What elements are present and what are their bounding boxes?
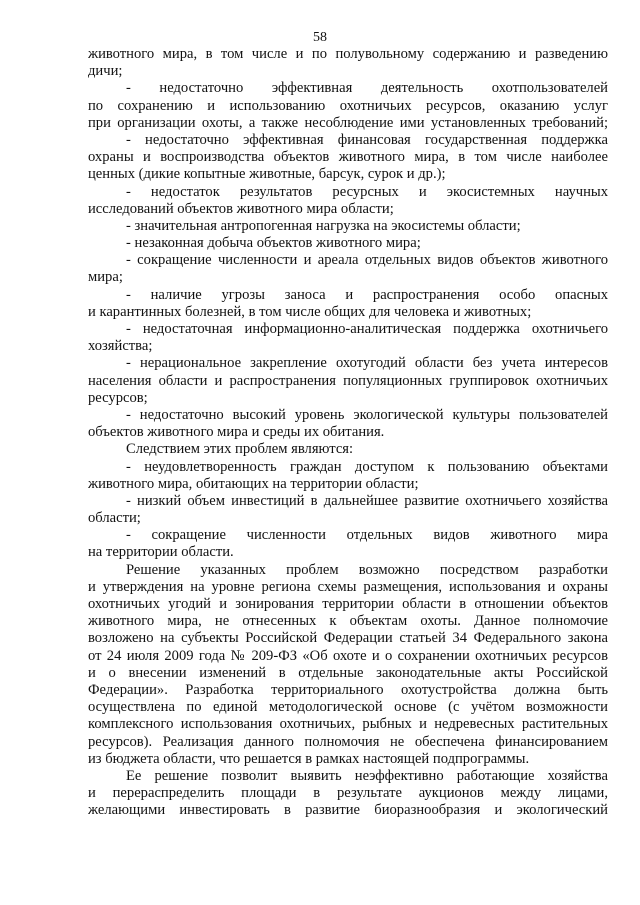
text-line: - нерациональное закрепление охотугодий области без учета интересов — [126, 355, 608, 372]
text-line: - неудовлетворенность граждан доступом к пользованию объектами — [126, 458, 608, 475]
text-line: комплексного использования охотничьих, рыбных и недревесных растительных — [88, 716, 608, 733]
text-line: - недостаточно высокий уровень экологической культуры пользователей — [126, 406, 608, 423]
page-number: 58 — [313, 30, 327, 45]
text-line: возложено на субъекты Российской Федерации статьей 34 Федерального закона — [88, 630, 608, 647]
text-line: ресурсов; — [88, 389, 148, 406]
text-line: - недостаточно эффективная финансовая государственная поддержка — [126, 131, 608, 148]
text-line: охраны и воспроизводства объектов животного мира, в том числе наиболее — [88, 149, 608, 166]
text-line: и карантинных болезней, в том числе общих для человека и животных; — [88, 303, 532, 320]
text-line: - сокращение численности отдельных видов животного мира — [126, 527, 608, 544]
text-line: хозяйства; — [88, 338, 153, 355]
text-line: дичи; — [88, 63, 123, 80]
text-line: мира; — [88, 269, 123, 286]
text-line: и о внесении изменений в отдельные законодательные акты Российской — [88, 664, 608, 681]
document-body — [88, 46, 608, 819]
text-line: - низкий объем инвестиций в дальнейшее развитие охотничьего хозяйства — [126, 492, 608, 509]
text-line: по сохранению и использованию охотничьих ресурсов, оказанию услуг — [88, 97, 608, 114]
text-line: ресурсов). Реализация данного полномочия не обеспечена финансированием — [88, 733, 608, 750]
text-line: - недостаточно эффективная деятельность охотпользователей — [126, 80, 608, 97]
text-line: из бюджета области, что решается в рамках настоящей подпрограммы. — [88, 750, 530, 767]
text-line: Решение указанных проблем возможно посредством разработки — [126, 561, 608, 578]
text-line: охотничьих угодий и зонирования территории области в отношении объектов — [88, 596, 608, 612]
text-line: осуществлена по единой методологической основе (с учётом возможности — [88, 699, 608, 716]
text-line: при организации охоты, а также несоблюдение ими установленных требований; — [88, 114, 608, 131]
text-line: населения области и распространения популяционных группировок охотничьих — [88, 372, 608, 389]
text-line: желающими инвестировать в развитие биоразнообразия и экологический — [88, 802, 608, 819]
text-line: животного мира, обитающих на территории области; — [88, 475, 419, 492]
text-line: объектов животного мира и среды их обитания. — [88, 424, 385, 441]
text-line: животного мира, в том числе и по полувольному содержанию и разведению — [88, 46, 608, 62]
text-line: - сокращение численности и ареала отдельных видов объектов животного — [126, 252, 608, 269]
text-line: исследований объектов животного мира области; — [88, 200, 394, 217]
text-line: ценных (дикие копытные животные, барсук, сурок и др.); — [88, 166, 446, 183]
text-line: Федерации». Разработка территориального охотустройства должна быть — [88, 681, 608, 698]
text-line: и перераспределить площади в результате аукционов между лицами, — [88, 785, 608, 802]
text-line: животного мира, не отнесенных к объектам охоты. Данное полномочие — [88, 613, 608, 630]
text-line: на территории области. — [88, 544, 234, 561]
text-line: - значительная антропогенная нагрузка на экосистемы области; — [126, 217, 521, 234]
text-line: области; — [88, 510, 141, 527]
text-line: Ее решение позволит выявить неэффективно работающие хозяйства — [126, 767, 608, 784]
text-line: и утверждения на уровне региона схемы размещения, использования и охраны — [88, 578, 608, 595]
text-line: Следствием этих проблем являются: — [126, 441, 354, 458]
text-line: - наличие угрозы заноса и распространения особо опасных — [126, 286, 608, 303]
text-line: - недостаток результатов ресурсных и экосистемных научных — [126, 183, 608, 200]
text-line: - незаконная добыча объектов животного мира; — [126, 235, 421, 252]
text-line: от 24 июля 2009 года № 209-ФЗ «Об охоте и о сохранении охотничьих ресурсов — [88, 647, 608, 664]
text-line: - недостаточная информационно-аналитическая поддержка охотничьего — [126, 321, 608, 337]
